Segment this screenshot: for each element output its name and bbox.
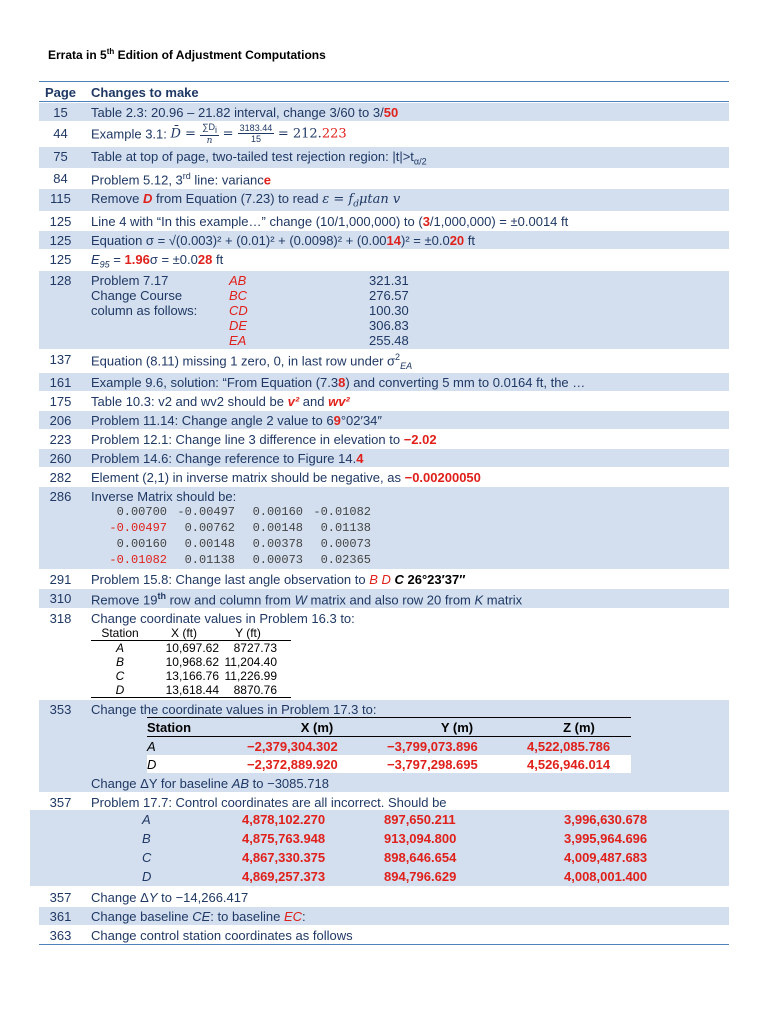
table-row [39,906,729,925]
header-page: Page [44,85,77,100]
table-row [39,467,729,486]
row-page: 75 [53,149,68,164]
table-row [39,372,729,391]
errata-table [39,81,729,945]
row-page: 282 [49,470,72,486]
row-page: 15 [53,105,68,120]
table-row [39,230,729,249]
table-row [39,211,729,230]
table-row [39,887,729,906]
row-change: Remove D from Equation (7.23) to read $\varepsilon = f_d\mu\tan$ v [91,190,401,210]
matrix-cell: 0.02365 [320,553,371,568]
row-change: Line 4 with “In this example…” change (10/1,000,000) to (3/1,000,000) = ±0.0014 ft [91,213,569,229]
row-page: 310 [49,591,72,607]
row-change: Change control station coordinates as follows [91,928,353,944]
row-change: Table 10.3: v2 and wv2 should be v² and wv² [91,394,350,410]
matrix-row [99,504,729,520]
row-page: 125 [49,213,72,229]
table-row [39,349,729,372]
table-row [39,102,729,121]
row-change: Change ΔY to −14,266.417 [91,890,249,906]
row-change [82,271,729,349]
row-change: Equation (8.11) missing 1 zero, 0, in last row under $\sigma^2_{EA}$ [91,352,413,372]
control-coords-17-7: A 4,878,102.270 897,650.211 3,996,630.678 B 4,875,763.948 913,094.800 3,995,964.696 C 4,867,330.375 898,646.654 4,009,487.683 D 4,869,257.373 894,796.629 4,008,001.400 [30,810,729,886]
row-page: 84 [53,170,68,186]
coord-table-16-3: Station X (ft) Y (ft) A 10,697.62 8727.73 B 10,968.62 11,204.40 C 13,166.76 11,226.99 D 13,618.44 8870.76 [91,626,729,698]
table-row [39,925,729,944]
matrix-cell: 0.00073 [252,553,303,568]
matrix-row [99,552,729,568]
matrix-row [99,520,729,536]
row-change: Example 9.6, solution: “From Equation (7.38) and converting 5 mm to 0.0164 ft, the … [91,375,586,391]
matrix-cell: 0.01138 [184,553,235,568]
inverse-matrix [91,504,729,568]
matrix-cell: 0.00148 [252,521,303,536]
row-change: $E_{95} = 1.96\sigma = \pm 0.028$ ft [91,251,224,270]
row-change: Inverse Matrix should be: 0.00700 -0.00497 0.00160 -0.01082 -0.00497 0.00762 0.00148 0.01138 0.00160 0.00148 0.00378 0.00073 -0.01082 0.01138 0.00073 0.02365 [82,487,729,569]
row-change: Example 3.1: D̄ = $\frac{\sum Di}{n}$ = $\frac{3183.44}{15}$ = 212.223 [91,122,347,146]
row-change: Change coordinate values in Problem 16.3 to: Station X (ft) Y (ft) A 10,697.62 8727.73 B 10,968.62 11,204.40 C 13,166.76 11,226.99 D 13,618.44 8870.76 [82,609,729,699]
table-row [39,168,729,188]
row-change: Remove 19th row and column from W matrix and also row 20 from K matrix [91,591,523,608]
table-row [39,410,729,429]
table-row [39,146,729,168]
row-page: 318 [49,611,72,627]
row-page: 125 [49,251,72,267]
matrix-cell: 0.00160 [252,505,303,520]
row-page: 44 [53,126,68,141]
matrix-cell: 0.00160 [116,537,167,552]
table-row [39,188,729,211]
row-page: 363 [49,928,72,944]
matrix-cell: 0.00700 [116,505,167,520]
row-page: 223 [49,432,72,448]
row-change: Problem 14.6: Change reference to Figure 14.4 [91,451,364,467]
row-page: 260 [49,451,72,467]
matrix-cell: -0.00497 [109,521,167,536]
table-row [39,569,729,588]
row-change: Problem 12.1: Change line 3 difference in elevation to −2.02 [91,432,437,448]
table-row [39,249,729,271]
header-changes: Changes to make [91,84,199,100]
table-header [39,82,729,101]
table-row [39,699,729,792]
row-page: 115 [50,190,71,206]
row-page: 206 [49,413,72,429]
table-row [39,121,729,146]
row-change: Problem 15.8: Change last angle observation to B D C 26°23′37″ [91,572,466,588]
row-change: Problem 17.7: Control coordinates are all incorrect. Should be A 4,878,102.270 897,650.211 3,996,630.678 B 4,875,763.948 913,094.800 3,995,964.696 C 4,867,330.375 898,646.654 4,009,487.683 D 4,869,257.373 894,796.629 4,008,001.400 [82,793,729,887]
row-page: 137 [49,352,72,368]
table-row [39,792,729,887]
table-row [39,429,729,448]
table-row [39,448,729,467]
row-page: 353 [49,702,72,718]
row-change: Table at top of page, two-tailed test rejection region: $|t|>t_{\alpha/2}$ [91,149,427,167]
row-change: Change baseline CE: to baseline EC: [91,909,306,925]
row-page: 286 [49,489,72,505]
document-title: Errata in 5th Edition of Adjustment Computations [48,47,326,62]
row-page: 357 [49,890,72,906]
table-row [39,486,729,569]
row-page: 125 [49,232,72,248]
row-change: Change the coordinate values in Problem 17.3 to: Station X (m) Y (m) Z (m) A −2,379,304.302 −3,799,073.896 4,522,085.786 D −2,372,889.920 −3,797,298.695 4,526,946.014 Change ΔY for baseline AB to −3085.718 [82,700,729,792]
table-row [39,391,729,410]
table-row [39,608,729,699]
matrix-cell: -0.00497 [177,505,235,520]
row-page: 291 [49,572,72,588]
course-list: Problem 7.17 AB 321.31 Change Course BC 276.57 column as follows: CD 100.30 DE 306.83 EA 255.48 [91,273,409,349]
row-page: 175 [49,394,72,410]
row-change: Problem 11.14: Change angle 2 value to 69°02′34″ [91,413,383,429]
matrix-row [99,536,729,552]
matrix-cell: 0.00148 [184,537,235,552]
row-page: 357 [49,795,72,811]
table-row [39,270,729,349]
row-page: 161 [49,375,72,391]
row-change: Table 2.3: 20.96 – 21.82 interval, change 3/60 to 3/50 [91,105,399,120]
matrix-cell: 0.01138 [320,521,371,536]
table-row [39,588,729,608]
matrix-cell: 0.00073 [320,537,371,552]
matrix-cell: -0.01082 [109,553,167,568]
matrix-cell: 0.00378 [252,537,303,552]
matrix-cell: 0.00762 [184,521,235,536]
row-page: 361 [49,909,72,925]
coord-table-17-3: Station X (m) Y (m) Z (m) A −2,379,304.302 −3,799,073.896 4,522,085.786 D −2,372,889.920 −3,797,298.695 4,526,946.014 [147,717,631,773]
row-change: Problem 5.12, 3rd line: variance [91,170,272,187]
matrix-cell: -0.01082 [313,505,371,520]
row-page: 128 [49,273,72,289]
row-change: Equation σ = √(0.003)² + (0.01)² + (0.0098)² + (0.0014)² = ±0.020 ft [91,232,476,248]
row-change: Element (2,1) in inverse matrix should be negative, as −0.00200050 [91,470,481,486]
